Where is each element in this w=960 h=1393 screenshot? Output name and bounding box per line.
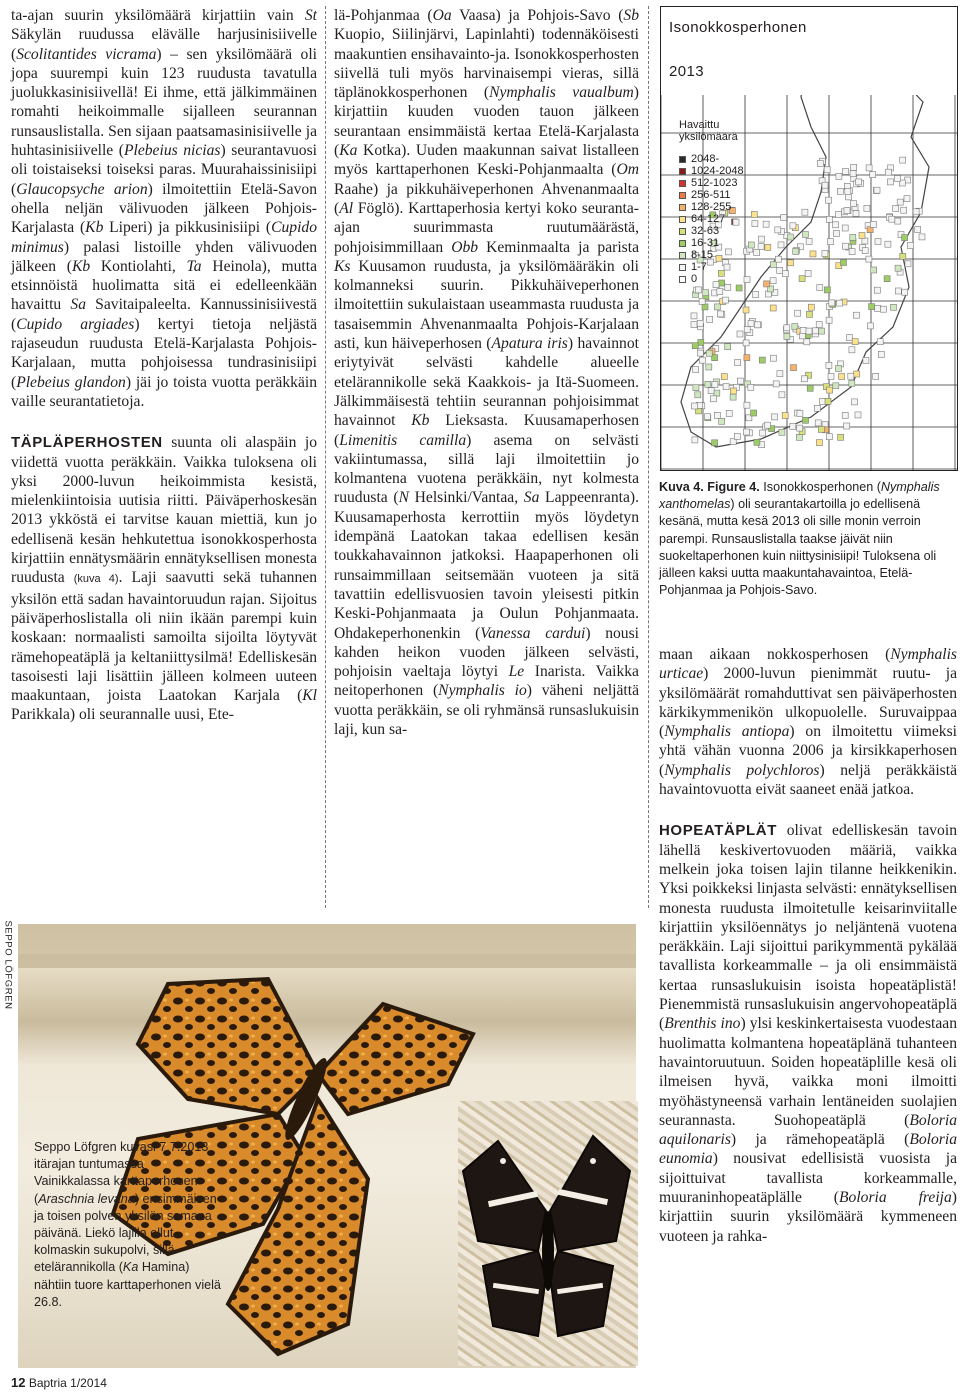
- map-observation-square: [826, 197, 832, 203]
- map-observation-square: [897, 199, 903, 205]
- map-observation-square: [837, 188, 843, 194]
- map-observation-square: [781, 215, 787, 221]
- map-observation-square: [737, 378, 743, 384]
- map-observation-square: [913, 209, 919, 215]
- map-observation-square: [759, 357, 765, 363]
- legend-swatch: [679, 276, 686, 283]
- map-observation-square: [850, 234, 856, 240]
- map-observation-square: [726, 410, 732, 416]
- map-observation-square: [895, 288, 901, 294]
- text-column-1: [11, 6, 317, 725]
- map-legend: [679, 119, 744, 285]
- map-observation-square: [748, 242, 754, 248]
- paragraph: lä-Pohjanmaa (Oa Vaasa) ja Pohjois-Savo (Sb Kuopio, Siilinjärvi, Lapinlahti) todennäköisesti maakuntien ensihavainto-ja. Isonokkosperhosten siivellä tuli myös harvinaisempi vieras, sillä täplänokkosperhonen (Nymphalis vaualbum) kirjattiin kuuden vuoden tauon jälkeen seurantaan ensimmäistä kertaa Etelä-Karjalasta (Ka Kotka). Uuden maakunnan saivat listalleen myös karttaperhonen Keski-Pohjanmaalta (Om Raahe) ja pikkuhäiveperhonen Ahvenanmaalta (Al Föglö). Karttaperhosia kertyi koko seuranta-ajan suurimmasta ruutumäärästä, pohjoisimmillaan Obb Keminmaalta ja parista Ks Kuusamon ruudusta, ja yksilömääräkin oli kolmanneksi suurin. Pikkuhäiveperhonen ilmoitettiin sukulaistaan useammasta ruudusta ja tasaisemmin Ahvenanmaalta Pohjois-Karjalaan asti, kun häiveperhosen (Apatura iris) havainnot eriytyivät selvästi kahdelle alueelle etelärannikolle sekä Kaakkois- ja Itä-Suomeen. Jälkimmäisestä tehtiin seurannan pohjoisimmat havainnot Kb Lieksasta. Kuusamaperhosen (Limenitis camilla) asema on selvästi vakiintumassa, sillä laji ilmoitettiin jo kolmantena vuotena peräkkäin, nyt kolmesta ruudusta (N Helsinki/Vantaa, Sa Lappeenranta). Kuusamaperhosta kerrottiin myös löydetyn idempänä Laatokan takaa edellisen kesän toukkahavainnon jatkoksi. Haapaperhonen oli runsaimmillaan seitsemään vuoteen ja sitä tavattiin edellisvuosien tavoin yleisesti pitkin Keski-Pohjanmaata ja Oulun Pohjanmaata. Ohdakeperhonenkin (Vanessa cardui) nousi kahden heikon vuoden jälkeen selvästi, pohjoisin vaeltaja löytyi Le Inarista. Vaikka neitoperhonen (Nymphalis io) väheni neljättä vuotta peräkkäin, se oli ryhmänsä runsaslukuisin laji, kun sa-: [334, 7, 640, 738]
- legend-label: 256-511: [691, 189, 731, 201]
- legend-item: [679, 225, 744, 237]
- map-observation-square: [826, 434, 832, 440]
- map-observation-square: [874, 187, 880, 193]
- map-observation-square: [851, 164, 857, 170]
- map-observation-square: [864, 205, 870, 211]
- map-observation-square: [754, 439, 760, 445]
- map-observation-square: [800, 327, 806, 333]
- butterfly-photo-small: [458, 1101, 638, 1366]
- map-observation-square: [717, 311, 723, 317]
- map-observation-square: [893, 205, 899, 211]
- map-observation-square: [919, 234, 925, 240]
- map-observation-square: [743, 307, 749, 313]
- map-observation-square: [880, 306, 886, 312]
- map-observation-square: [855, 412, 861, 418]
- map-observation-square: [804, 339, 810, 345]
- photo-credit: SEPPO LÖFGREN: [2, 920, 14, 1010]
- map-observation-square: [826, 317, 832, 323]
- map-observation-square: [703, 290, 709, 296]
- map-observation-square: [719, 418, 725, 424]
- map-observation-square: [851, 201, 857, 207]
- map-observation-square: [784, 325, 790, 331]
- legend-label: 0: [691, 273, 698, 285]
- map-observation-square: [853, 312, 859, 318]
- map-observation-square: [770, 305, 776, 311]
- legend-label: 16-31: [691, 237, 720, 249]
- legend-item: [679, 249, 744, 261]
- map-observation-square: [843, 243, 849, 249]
- map-observation-square: [848, 373, 854, 379]
- map-observation-square: [847, 335, 853, 341]
- map-observation-square: [902, 289, 908, 295]
- map-observation-square: [760, 430, 766, 436]
- map-observation-square: [873, 373, 879, 379]
- figure-caption: Kuva 4. Figure 4. Isonokkosperhonen (Nymphalis xanthomelas) oli seurantakartoilla jo edellisenä kesänä, mutta kesä 2013 oli sille monin verroin parempi. Runsauslistalla taakse jäivät niin suokeltaperhonen kuin niittysinisiipi! Tuloksena oli jälleen kaksi uutta maakuntahavaintoa, Etelä-Pohjanmaa ja Pohjois-Savo.: [659, 480, 940, 598]
- map-observation-square: [797, 410, 803, 416]
- map-observation-square: [765, 422, 771, 428]
- map-observation-square: [874, 287, 880, 293]
- map-title: Isonokkosperhonen: [669, 19, 807, 36]
- map-observation-square: [723, 384, 729, 390]
- map-observation-square: [829, 300, 835, 306]
- map-observation-square: [698, 340, 704, 346]
- map-observation-square: [777, 267, 783, 273]
- map-observation-square: [862, 238, 868, 244]
- map-observation-square: [691, 322, 697, 328]
- legend-label: 128-255: [691, 201, 732, 213]
- map-observation-square: [843, 169, 849, 175]
- map-observation-square: [841, 260, 847, 266]
- map-observation-square: [870, 222, 876, 228]
- map-observation-square: [904, 196, 910, 202]
- map-observation-square: [717, 289, 723, 295]
- map-observation-square: [705, 381, 711, 387]
- legend-label: 512-1023: [691, 177, 738, 189]
- map-observation-square: [802, 209, 808, 215]
- section-heading-hopeataplat: HOPEATÄPLÄT: [659, 822, 777, 840]
- map-year: 2013: [669, 63, 704, 80]
- map-observation-square: [702, 304, 708, 310]
- map-observation-square: [866, 165, 872, 171]
- map-observation-square: [725, 344, 731, 350]
- legend-swatch: [679, 264, 686, 271]
- map-observation-square: [796, 434, 802, 440]
- map-observation-square: [799, 333, 805, 339]
- map-observation-square: [845, 188, 851, 194]
- map-observation-square: [806, 238, 812, 244]
- map-observation-square: [743, 340, 749, 346]
- map-observation-square: [751, 410, 757, 416]
- map-observation-square: [797, 425, 803, 431]
- map-observation-square: [875, 305, 881, 311]
- legend-item: [679, 189, 744, 201]
- map-observation-square: [852, 399, 858, 405]
- map-observation-square: [754, 249, 760, 255]
- map-observation-square: [844, 208, 850, 214]
- map-observation-square: [884, 276, 890, 282]
- map-observation-square: [895, 265, 901, 271]
- map-observation-square: [849, 347, 855, 353]
- map-observation-square: [692, 343, 698, 349]
- map-observation-square: [707, 316, 713, 322]
- legend-swatch: [679, 240, 686, 247]
- photo-caption: Seppo Löfgren kuvasi 7.7.2013 itärajan tuntumassa Vainikkalassa karttaperhosen (Araschnia levana) ensimmäisen ja toisen polven yksilön samana päivänä. Liekö lajilla ollut kolmaskin sukupolvi, sillä etelärannikolla (Ka Hamina) nähtiin tuore karttaperhonen vielä 26.8.: [34, 1140, 221, 1309]
- paragraph: HOPEATÄPLÄT olivat edelliskesän tavoin lähellä keskivertovuoden määriä, vaikka melkein joka toisen lajin tilanne heikkenikin. Yksi poikkeksi linjasta selvästi: ennätyksellisen monesta ruudusta ilmoitetulle keisarinviitalle kirjattiin yksilöennätys jo neljäntenä vuotena peräkkäin. Laji sijoittui parikymmentä pykälää tavallista korkeammalle – ja oli ensimmäistä kertaa runsaslukuisin isoista hopeatäplistä! Pienemmistä runsaslukuisin angervohopeatäplä (Brenthis ino) ylsi keskinkertaisesta vuodestaan huolimatta kolmantena hopeatäplänä tuhanteen havaintoruutuun. Soiden hopeatäplille kesä oli ilmeisen hyvä, vaikka moni ilmoitti myöhästyneensä varhain lentäneiden suolajien seurannasta. Suohopeatäplä (Boloria aquilonaris) ja rämehopeatäplä (Boloria eunomia) nousivat edellisistä vuosista ja sijoittuivat tavallista korkeammalle, muuraninhopeatäplälle (Boloria freija) kirjattiin suurin yksilömäärä kymmeneen vuoteen ja rahka-: [659, 822, 957, 1245]
- map-observation-square: [693, 367, 699, 373]
- map-observation-square: [779, 392, 785, 398]
- map-observation-square: [814, 405, 820, 411]
- legend-label: 2048-: [691, 153, 720, 165]
- map-observation-square: [787, 234, 793, 240]
- map-observation-square: [836, 211, 842, 217]
- map-observation-square: [735, 360, 741, 366]
- map-observation-square: [712, 440, 718, 446]
- map-observation-square: [885, 169, 891, 175]
- map-observation-square: [816, 322, 822, 328]
- map-observation-square: [877, 339, 883, 345]
- map-observation-square: [706, 350, 712, 356]
- legend-label: 1-7: [691, 261, 707, 273]
- legend-item: [679, 177, 744, 189]
- legend-swatch: [679, 156, 686, 163]
- legend-swatch: [679, 168, 686, 175]
- page-footer: [11, 1375, 107, 1390]
- map-observation-square: [779, 429, 785, 435]
- map-observation-square: [849, 380, 855, 386]
- map-observation-square: [807, 385, 813, 391]
- map-observation-square: [833, 222, 839, 228]
- text-column-3: [659, 645, 957, 1246]
- map-observation-square: [725, 284, 731, 290]
- legend-item: [679, 213, 744, 225]
- map-observation-square: [691, 313, 697, 319]
- map-observation-square: [895, 176, 901, 182]
- map-observation-square: [710, 396, 716, 402]
- map-observation-square: [818, 426, 824, 432]
- map-observation-square: [777, 371, 783, 377]
- legend-label: 1024-2048: [691, 165, 744, 177]
- legend-item: [679, 153, 744, 165]
- map-observation-square: [696, 287, 702, 293]
- map-observation-square: [815, 420, 821, 426]
- map-observation-square: [817, 285, 823, 291]
- map-observation-square: [748, 321, 754, 327]
- map-observation-square: [765, 244, 771, 250]
- map-observation-square: [721, 374, 727, 380]
- map-observation-square: [854, 371, 860, 377]
- map-observation-square: [891, 304, 897, 310]
- map-observation-square: [783, 271, 789, 277]
- map-observation-square: [824, 287, 830, 293]
- map-observation-square: [859, 233, 865, 239]
- map-observation-square: [784, 333, 790, 339]
- map-observation-square: [770, 355, 776, 361]
- map-observation-square: [714, 304, 720, 310]
- map-observation-square: [905, 261, 911, 267]
- map-observation-square: [803, 417, 809, 423]
- map-observation-square: [714, 390, 720, 396]
- map-observation-square: [793, 249, 799, 255]
- map-observation-square: [828, 373, 834, 379]
- map-observation-square: [810, 251, 816, 257]
- map-observation-square: [900, 157, 906, 163]
- map-observation-square: [834, 230, 840, 236]
- map-observation-square: [799, 276, 805, 282]
- text-column-2: [334, 6, 639, 739]
- map-observation-square: [697, 350, 703, 356]
- map-observation-square: [825, 398, 831, 404]
- map-observation-square: [816, 440, 822, 446]
- map-observation-square: [712, 382, 718, 388]
- map-observation-square: [770, 278, 776, 284]
- map-observation-square: [856, 179, 862, 185]
- map-observation-square: [693, 385, 699, 391]
- map-observation-square: [878, 351, 884, 357]
- map-observation-square: [842, 412, 848, 418]
- map-observation-square: [722, 297, 728, 303]
- map-observation-square: [844, 423, 850, 429]
- legend-heading: Havaittu yksilömäärä: [679, 119, 738, 143]
- map-observation-square: [714, 412, 720, 418]
- map-observation-square: [837, 300, 843, 306]
- map-observation-square: [839, 374, 845, 380]
- map-observation-square: [907, 243, 913, 249]
- map-observation-square: [744, 277, 750, 283]
- map-observation-square: [849, 249, 855, 255]
- map-observation-square: [806, 328, 812, 334]
- map-observation-square: [758, 244, 764, 250]
- figure-label: Kuva 4. Figure 4.: [659, 480, 760, 494]
- map-observation-square: [838, 434, 844, 440]
- legend-swatch: [679, 216, 686, 223]
- column-divider: [325, 6, 326, 908]
- map-observation-square: [778, 242, 784, 248]
- map-observation-square: [695, 392, 701, 398]
- legend-item: [679, 261, 744, 273]
- map-observation-square: [795, 310, 801, 316]
- page-number: 12: [11, 1375, 26, 1390]
- map-observation-square: [842, 225, 848, 231]
- map-observation-square: [730, 388, 736, 394]
- map-observation-square: [788, 260, 794, 266]
- legend-item: [679, 273, 744, 285]
- map-observation-square: [744, 402, 750, 408]
- map-observation-square: [875, 239, 881, 245]
- map-observation-square: [846, 194, 852, 200]
- map-observation-square: [730, 394, 736, 400]
- legend-label: 64-127: [691, 213, 726, 225]
- map-observation-square: [790, 223, 796, 229]
- map-observation-square: [902, 235, 908, 241]
- map-observation-square: [782, 413, 788, 419]
- legend-swatch: [679, 228, 686, 235]
- legend-swatch: [679, 204, 686, 211]
- map-observation-square: [863, 358, 869, 364]
- paragraph: ta-ajan suurin yksilömäärä kirjattiin vain St Säkylän ruudussa elävälle harjusinisiivelle (Scolitantides vicrama) – sen yksilömäärä oli jopa suurempi kuin 123 ruudusta tavatulla juolukkasinisiivellä! Ei ihme, että jälkimmäinen romahti heikoimmalle sijalleen seurannan runsauslistalla. Sen sijaan paatsamasinisiivelle ja huhtasinisiivelle (Plebeius nicias) seurantavuosi oli toistaiseksi toiseksi paras. Muurahaissinisiipi (Glaucopsyche arion) ilmoitettiin Etelä-Savon ohella neljän välivuoden jälkeen Pohjois-Karjalasta (Kb Liperi) ja pikkusinisiipi (Cupido minimus) palasi listoille yhden välivuoden jälkeen (Kb Kontiolahti, Ta Heinola), mutta etsinnöistä huolimatta sitä ei edelleenkään havaittu Sa Savitaipaleelta. Kannussinisiivestä (Cupido argiades) kertyi tietoja neljästä rajaseudun ruudusta Etelä-Karjalasta Pohjois-Karjalaan, mutta pohjoisessa tundrasinisiipi (Plebeius glandon) jäi jo toista vuotta peräkkäin vaille seurantatietoja.: [11, 7, 318, 410]
- map-observation-square: [900, 253, 906, 259]
- map-observation-square: [828, 239, 834, 245]
- map-observation-square: [775, 227, 781, 233]
- paragraph: TÄPLÄPERHOSTEN suunta oli alaspäin jo viidettä vuotta peräkkäin. Vaikka tuloksena oli yksi 2000-luvun heikoimmista kesistä, mielenkiintoisia uutisia riitti. Päiväperhoskesän 2013 ykköstä ei tarvitse kauan miettiä, kun jo edellisenä kesän hehkutettua isonokkosperhosta kirjattiin ennätysmäärin ennätyksellisen monesta ruudusta (kuva 4). Laji saavutti sekä tuhannen yksilön että sadan havaintoruudun rajan. Sijoitus päiväperhoslistalla oli niin ikään parempi kuin koskaan: normaalisti samoilta sijoilta löytyvät rämehopeatäplä ja keltaniittysilmä! Edelliskesän tasoisesti laji lisättiin jälleen kolmeen uuteen maakuntaan, joista Laatokan Karjala (Kl Parikkala) oli seurannalle uusi, Ete-: [11, 434, 317, 724]
- map-observation-square: [753, 292, 759, 298]
- map-observation-square: [833, 383, 839, 389]
- araschnia-levana-summer-form-image: [458, 1101, 638, 1366]
- map-observation-square: [805, 270, 811, 276]
- map-observation-square: [736, 285, 742, 291]
- map-observation-square: [705, 414, 711, 420]
- map-observation-square: [790, 423, 796, 429]
- map-observation-square: [824, 167, 830, 173]
- legend-label: 32-63: [691, 225, 720, 237]
- map-observation-square: [692, 437, 698, 443]
- map-observation-square: [812, 328, 818, 334]
- map-observation-square: [853, 210, 859, 216]
- map-observation-square: [699, 357, 705, 363]
- legend-item: [679, 165, 744, 177]
- map-observation-square: [867, 323, 873, 329]
- legend-item: [679, 201, 744, 213]
- legend-swatch: [679, 252, 686, 259]
- legend-label: 8-15: [691, 249, 714, 261]
- distribution-map: [660, 6, 958, 471]
- column-divider: [648, 6, 649, 908]
- map-observation-square: [819, 328, 825, 334]
- map-observation-square: [895, 218, 901, 224]
- map-observation-square: [870, 172, 876, 178]
- map-observation-square: [752, 221, 758, 227]
- map-observation-square: [915, 227, 921, 233]
- legend-swatch: [679, 192, 686, 199]
- map-observation-square: [836, 366, 842, 372]
- map-observation-square: [791, 365, 797, 371]
- map-observation-square: [691, 403, 697, 409]
- map-observation-square: [708, 388, 714, 394]
- map-observation-square: [889, 216, 895, 222]
- map-observation-square: [775, 256, 781, 262]
- map-observation-square: [827, 387, 833, 393]
- map-observation-square: [850, 171, 856, 177]
- paragraph: maan aikaan nokkosperhosen (Nymphalis urticae) 2000-luvun pienimmät ruutu- ja yksilömäärät romahduttivat sen päiväperhosten kärkikymmenikön ulkopuolelle. Suruvaippaa (Nymphalis antiopa) on ilmoitettu viimeksi yhtä vähän vuonna 2006 ja kirsikkaperhosen (Nymphalis polychloros) neljä peräkkäistä havaintovuotta eivät saaneet enää jatkoa.: [659, 646, 958, 799]
- map-observation-square: [744, 327, 750, 333]
- map-observation-square: [822, 182, 828, 188]
- map-observation-square: [871, 267, 877, 273]
- map-header: [661, 7, 957, 95]
- map-observation-square: [744, 355, 750, 361]
- map-observation-square: [758, 236, 764, 242]
- map-observation-square: [751, 212, 757, 218]
- map-observation-square: [772, 414, 778, 420]
- map-observation-square: [852, 339, 858, 345]
- map-observation-square: [885, 241, 891, 247]
- map-observation-square: [817, 161, 823, 167]
- map-observation-square: [802, 232, 808, 238]
- map-observation-square: [808, 304, 814, 310]
- map-observation-square: [869, 304, 875, 310]
- map-observation-square: [826, 362, 832, 368]
- map-observation-square: [737, 331, 743, 337]
- map-observation-square: [754, 322, 760, 328]
- map-observation-square: [836, 173, 842, 179]
- legend-item: [679, 237, 744, 249]
- map-observation-square: [862, 248, 868, 254]
- legend-swatch: [679, 180, 686, 187]
- map-observation-square: [697, 320, 703, 326]
- map-observation-square: [748, 384, 754, 390]
- map-observation-square: [866, 256, 872, 262]
- map-observation-square: [764, 281, 770, 287]
- map-observation-square: [773, 381, 779, 387]
- map-observation-square: [743, 429, 749, 435]
- map-observation-square: [699, 298, 705, 304]
- map-observation-square: [734, 433, 740, 439]
- map-observation-square: [901, 207, 907, 213]
- map-observation-square: [807, 311, 813, 317]
- publication-name: Baptria 1/2014: [28, 1376, 107, 1390]
- section-heading-taplaperhosten: TÄPLÄPERHOSTEN: [11, 434, 163, 452]
- map-observation-square: [706, 364, 712, 370]
- map-observation-square: [763, 221, 769, 227]
- map-observation-square: [826, 216, 832, 222]
- map-observation-square: [801, 376, 807, 382]
- map-observation-square: [888, 179, 894, 185]
- map-observation-square: [822, 251, 828, 257]
- map-observation-square: [820, 399, 826, 405]
